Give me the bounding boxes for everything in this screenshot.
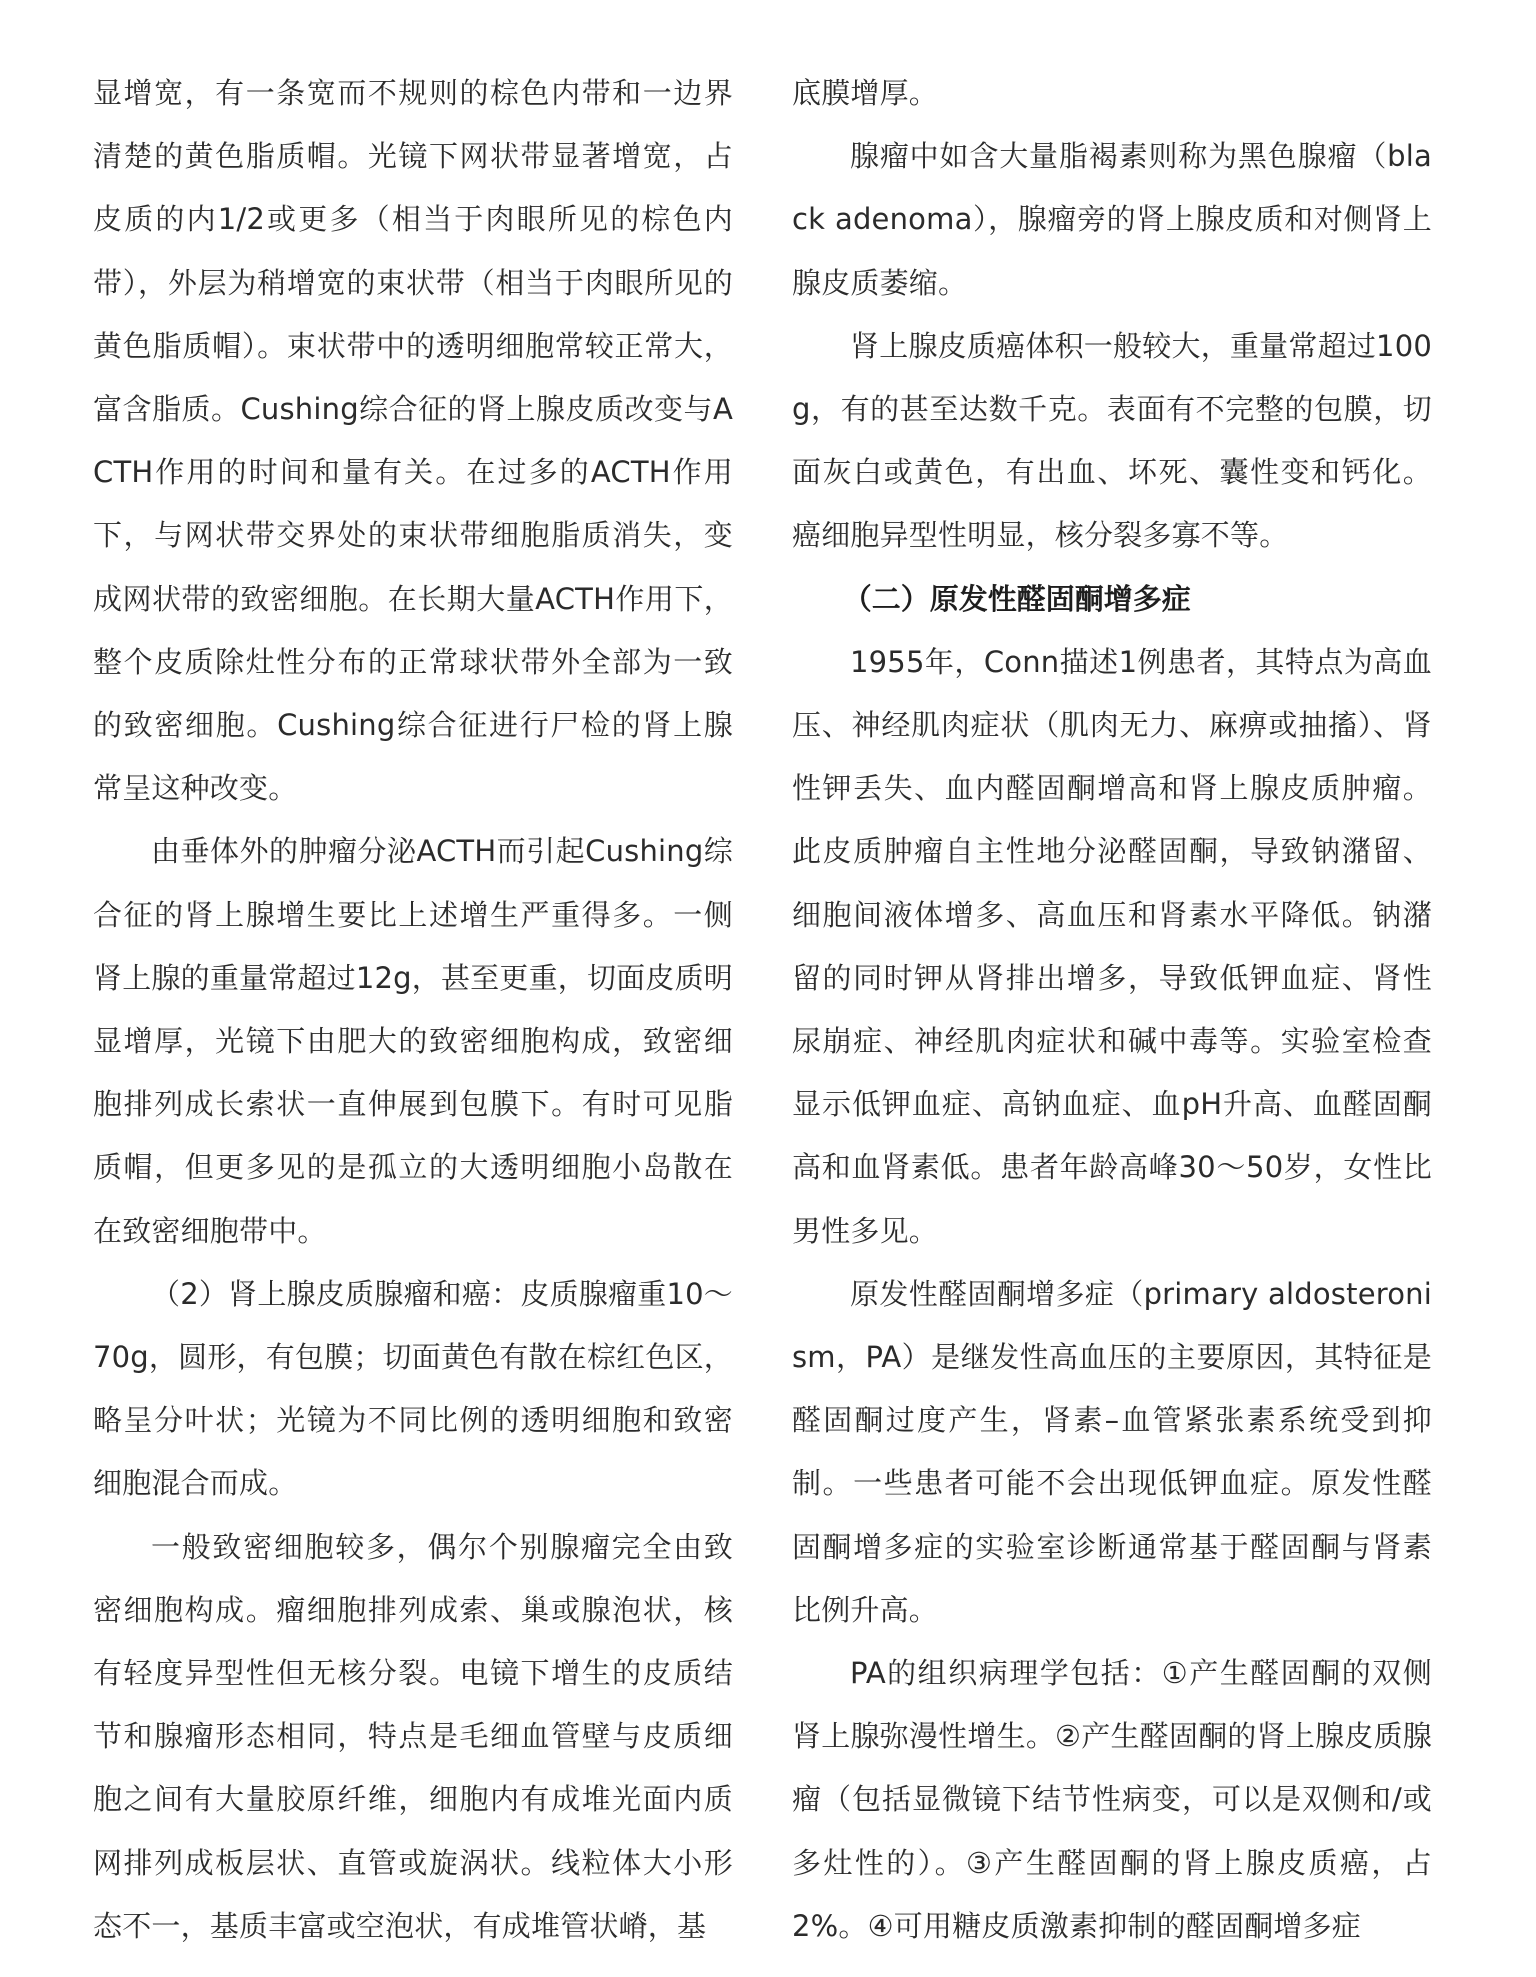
paragraph-black-adenoma: 腺瘤中如含大量脂褐素则称为黑色腺瘤（black adenoma），腺瘤旁的肾上腺皮质和对侧肾上腺皮质萎缩。 xyxy=(792,139,1432,300)
paragraph-pa-histopathology: PA的组织病理学包括：①产生醛固酮的双侧肾上腺弥漫性增生。②产生醛固酮的肾上腺皮质腺瘤（包括显微镜下结节性病变，可以是双侧和/或多灶性的）。③产生醛固酮的肾上腺皮质癌，占2%。④可用糖皮质激素抑制的醛固酮增多症 xyxy=(792,1656,1432,1943)
section-heading-primary-aldosteronism: （二）原发性醛固酮增多症 xyxy=(842,581,1191,616)
left-column xyxy=(93,62,733,1958)
right-column xyxy=(792,62,1432,1958)
paragraph-basement-membrane: 底膜增厚。 xyxy=(792,76,939,110)
paragraph-ectopic-acth: 由垂体外的肿瘤分泌ACTH而引起Cushing综合征的肾上腺增生要比上述增生严重得多。一侧肾上腺的重量常超过12g，甚至更重，切面皮质明显增厚，光镜下由肥大的致密细胞构成，致密细胞排列成长索状一直伸展到包膜下。有时可见脂质帽，但更多见的是孤立的大透明细胞小岛散在在致密细胞带中。 xyxy=(93,834,733,1248)
paragraph-cortical-carcinoma: 肾上腺皮质癌体积一般较大，重量常超过100g，有的甚至达数千克。表面有不完整的包膜，切面灰白或黄色，有出血、坏死、囊性变和钙化。癌细胞异型性明显，核分裂多寡不等。 xyxy=(792,328,1432,553)
paragraph-adrenal-hyperplasia-continued: 显增宽，有一条宽而不规则的棕色内带和一边界清楚的黄色脂质帽。光镜下网状带显著增宽，占皮质的内1/2或更多（相当于肉眼所见的棕色内带），外层为稍增宽的束状带（相当于肉眼所见的黄色脂质帽）。束状带中的透明细胞常较正常大，富含脂质。Cushing综合征的肾上腺皮质改变与ACTH作用的时间和量有关。在过多的ACTH作用下，与网状带交界处的束状带细胞脂质消失，变成网状带的致密细胞。在长期大量ACTH作用下，整个皮质除灶性分布的正常球状带外全部为一致的致密细胞。Cushing综合征进行尸检的肾上腺常呈这种改变。 xyxy=(93,76,733,806)
paragraph-adenoma-carcinoma: （2）肾上腺皮质腺瘤和癌：皮质腺瘤重10～70g，圆形，有包膜；切面黄色有散在棕红色区，略呈分叶状；光镜为不同比例的透明细胞和致密细胞混合而成。 xyxy=(93,1276,733,1501)
paragraph-pa-definition: 原发性醛固酮增多症（primary aldosteronism，PA）是继发性高血压的主要原因，其特征是醛固酮过度产生，肾素–血管紧张素系统受到抑制。一些患者可能不会出现低钾血症。原发性醛固酮增多症的实验室诊断通常基于醛固酮与肾素比例升高。 xyxy=(792,1276,1432,1627)
paragraph-conn-1955: 1955年，Conn描述1例患者，其特点为高血压、神经肌肉症状（肌肉无力、麻痹或抽搐）、肾性钾丢失、血内醛固酮增高和肾上腺皮质肿瘤。此皮质肿瘤自主性地分泌醛固酮，导致钠潴留、细胞间液体增多、高血压和肾素水平降低。钠潴留的同时钾从肾排出增多，导致低钾血症、肾性尿崩症、神经肌肉症状和碱中毒等。实验室检查显示低钾血症、高钠血症、血pH升高、血醛固酮高和血肾素低。患者年龄高峰30～50岁，女性比男性多见。 xyxy=(792,644,1432,1248)
paragraph-dense-cells: 一般致密细胞较多，偶尔个别腺瘤完全由致密细胞构成。瘤细胞排列成索、巢或腺泡状，核有轻度异型性但无核分裂。电镜下增生的皮质结节和腺瘤形态相同，特点是毛细血管壁与皮质细胞之间有大量胶原纤维，细胞内有成堆光面内质网排列成板层状、直管或旋涡状。线粒体大小形态不一，基质丰富或空泡状，有成堆管状嵴，基 xyxy=(93,1529,733,1943)
